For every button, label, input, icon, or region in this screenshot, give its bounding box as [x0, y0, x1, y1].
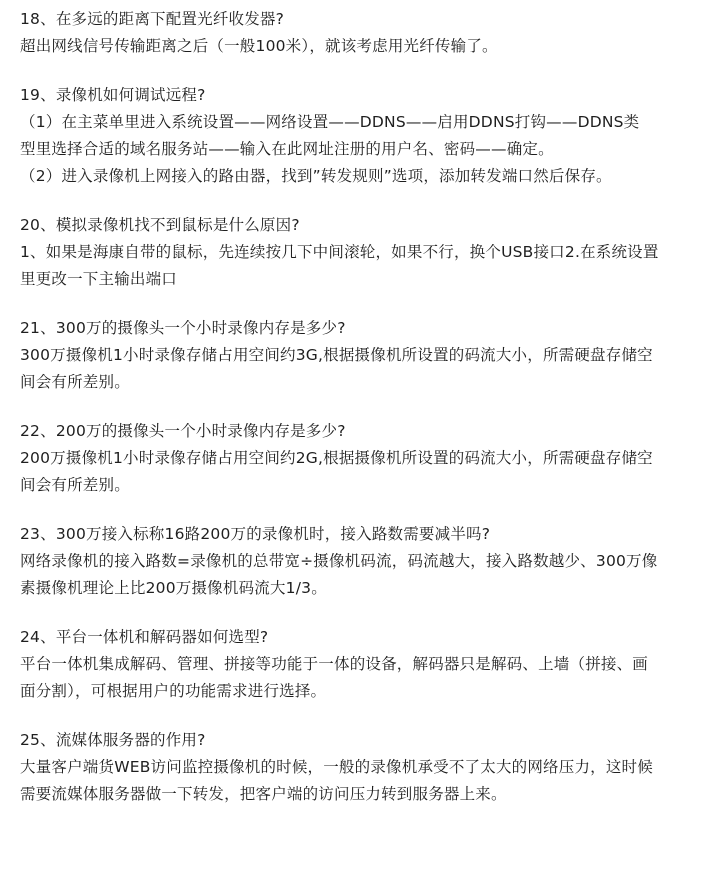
answer-20-line-2: 里更改一下主输出端口: [20, 270, 178, 288]
answer-19-line-2: 型里选择合适的域名服务站——输入在此网址注册的用户名、密码——确定。: [20, 140, 554, 158]
answer-20-line-1: 1、如果是海康自带的鼠标，先连续按几下中间滚轮，如果不行，换个USB接口2.在系统设置: [20, 243, 659, 261]
question-25: 25、流媒体服务器的作用?: [20, 731, 206, 749]
answer-24-line-1: 平台一体机集成解码、管理、拼接等功能于一体的设备，解码器只是解码、上墙（拼接、画: [20, 655, 649, 673]
answer-23-line-1: 网络录像机的接入路数=录像机的总带宽÷摄像机码流，码流越大，接入路数越少、300万像: [20, 552, 658, 570]
answer-22-line-2: 间会有所差别。: [20, 476, 130, 494]
faq-item-25: [20, 727, 701, 808]
answer-19-line-3: （2）进入录像机上网接入的路由器，找到”转发规则”选项，添加转发端口然后保存。: [20, 167, 612, 185]
question-20: 20、模拟录像机找不到鼠标是什么原因?: [20, 216, 300, 234]
question-24: 24、平台一体机和解码器如何选型?: [20, 628, 269, 646]
question-23: 23、300万接入标称16路200万的录像机时，接入路数需要减半吗?: [20, 525, 491, 543]
answer-25-line-1: 大量客户端货WEB访问监控摄像机的时候，一般的录像机承受不了太大的网络压力，这时候: [20, 758, 653, 776]
answer-25-line-2: 需要流媒体服务器做一下转发，把客户端的访问压力转到服务器上来。: [20, 785, 507, 803]
answer-21-line-2: 间会有所差别。: [20, 373, 130, 391]
question-22: 22、200万的摄像头一个小时录像内存是多少?: [20, 422, 346, 440]
faq-item-21: [20, 315, 701, 396]
question-21: 21、300万的摄像头一个小时录像内存是多少?: [20, 319, 346, 337]
faq-item-22: [20, 418, 701, 499]
faq-item-20: [20, 212, 701, 293]
faq-item-18: [20, 6, 701, 60]
answer-19-line-1: （1）在主菜单里进入系统设置——网络设置——DDNS——启用DDNS打钩——DDNS类: [20, 113, 640, 131]
answer-22-line-1: 200万摄像机1小时录像存储占用空间约2G,根据摄像机所设置的码流大小，所需硬盘存储空: [20, 449, 653, 467]
faq-item-23: [20, 521, 701, 602]
answer-23-line-2: 素摄像机理论上比200万摄像机码流大1/3。: [20, 579, 327, 597]
answer-21-line-1: 300万摄像机1小时录像存储占用空间约3G,根据摄像机所设置的码流大小，所需硬盘存储空: [20, 346, 653, 364]
question-19: 19、录像机如何调试远程?: [20, 86, 206, 104]
question-18: 18、在多远的距离下配置光纤收发器?: [20, 10, 285, 28]
faq-item-19: [20, 82, 701, 190]
answer-18-line-1: 超出网线信号传输距离之后（一般100米），就该考虑用光纤传输了。: [20, 37, 498, 55]
answer-24-line-2: 面分割），可根据用户的功能需求进行选择。: [20, 682, 327, 700]
faq-item-24: [20, 624, 701, 705]
